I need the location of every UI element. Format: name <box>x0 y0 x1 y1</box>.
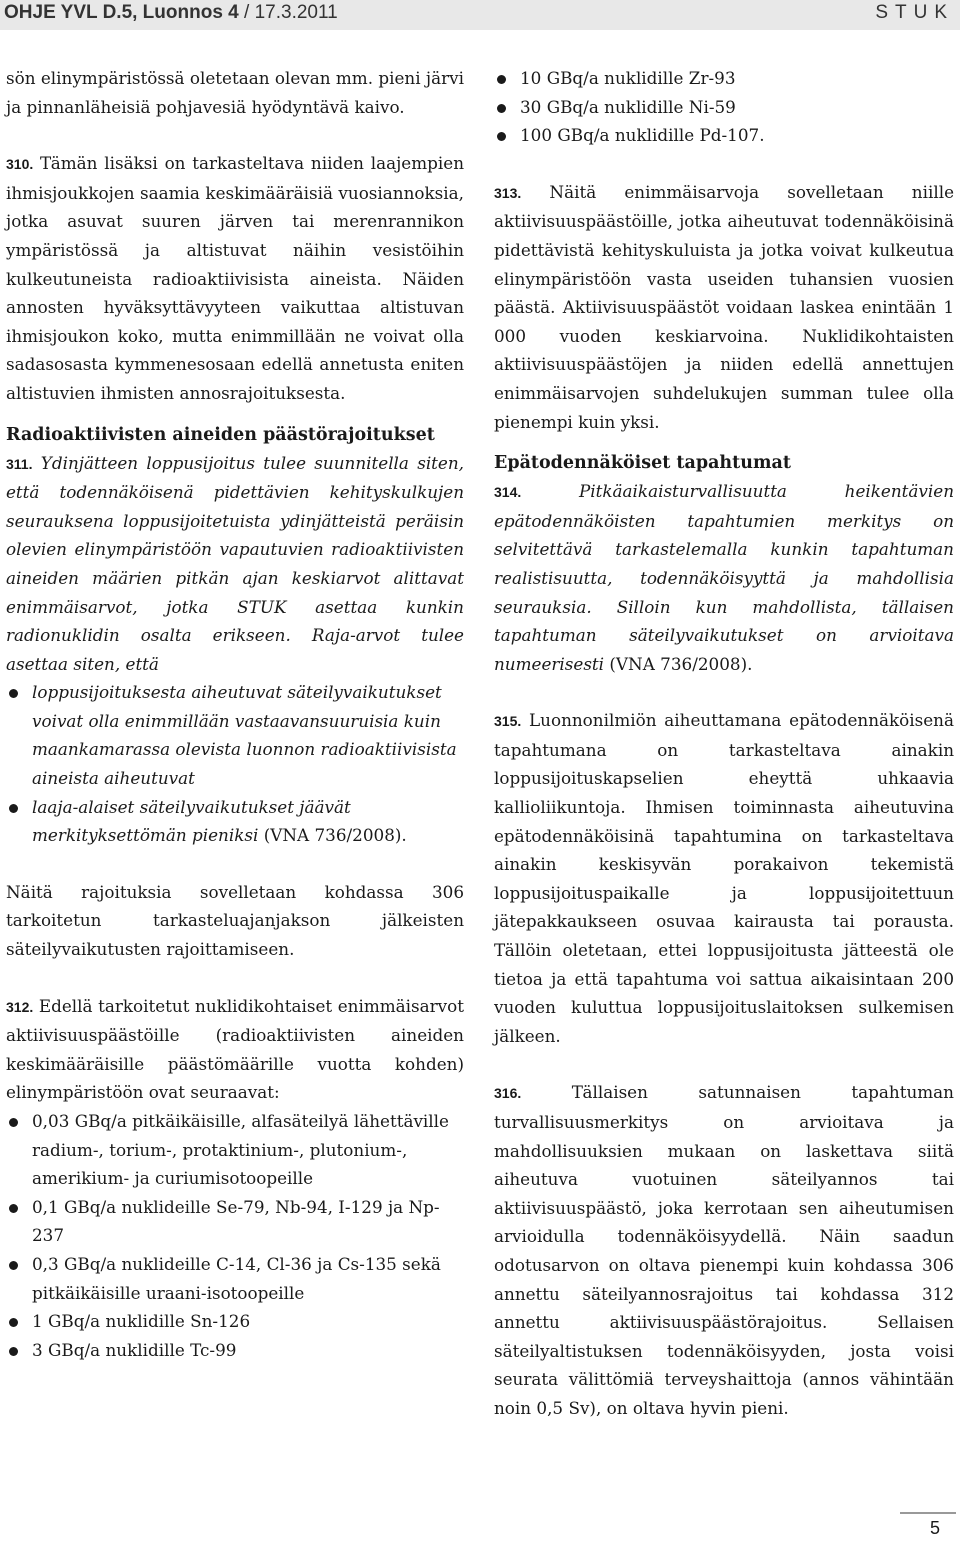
citation: (VNA 736/2008). <box>258 825 407 846</box>
paragraph-number: 313. <box>494 184 522 201</box>
bullet-list-311 <box>6 678 464 850</box>
page-number: 5 <box>930 1518 941 1538</box>
bullet-list-312-continued <box>494 64 954 150</box>
header-doc-id <box>4 2 338 24</box>
paragraph-number: 315. <box>494 713 522 730</box>
paragraph-text: Luonnonilmiön aiheuttamana epätodennäköisenä tapahtumana on tarkasteltava ainakin loppusijoituskapselien eheyttä uhkaavia kallioliikuntoja. Ihmisen toiminnasta aiheutuvina epätodennäköisinä tapahtumina on tarkasteltava ainakin keskisyvän porakaivon tekemistä loppusijoituspaikalle ja loppusijoitettuun jätepakkaukseen osuvaa kairausta tai porausta. Tällöin oletetaan, ettei loppusijoitusta jätteestä ole tietoa ja että tapahtuma voi sattua aikaisintaan 200 vuoden kuluttua loppusijoituslaitoksen sulkemisen jälkeen. <box>494 710 954 1046</box>
bullet-list-312 <box>6 1107 464 1364</box>
list-item: 100 GBq/a nuklidille Pd-107. <box>494 121 954 150</box>
page-header <box>0 0 960 30</box>
list-item: 30 GBq/a nuklidille Ni-59 <box>494 93 954 122</box>
list-item: 10 GBq/a nuklidille Zr-93 <box>494 64 954 93</box>
paragraph-text: Edellä tarkoitetut nuklidikohtaiset enimmäisarvot aktiivisuuspäästöille (radioaktiivisten aineiden keskimääräisille päästömäärille vuotta kohden) elinympäristöön ovat seuraavat: <box>6 995 464 1103</box>
left-column <box>6 64 464 1364</box>
list-item: 0,3 GBq/a nuklideille C-14, Cl-36 ja Cs-135 sekä pitkäikäisille uraani-isotoopeille <box>6 1250 464 1307</box>
header-date: / 17.3.2011 <box>238 2 338 23</box>
paragraph-311 <box>6 449 464 679</box>
list-item: laaja-alaiset säteilyvaikutukset jäävät merkityksettömän pieniksi (VNA 736/2008). <box>6 793 464 850</box>
paragraph-314 <box>494 477 954 678</box>
list-item: 0,1 GBq/a nuklideille Se-79, Nb-94, I-129 ja Np-237 <box>6 1193 464 1250</box>
paragraph-312 <box>6 992 464 1107</box>
paragraph-text: Näitä enimmäisarvoja sovelletaan niille aktiivisuuspäästöille, jotka aiheutuvat todennäköisinä pidettävistä kehityskuluista ja jotka voivat kulkeutua elinympäristöön vasta useiden tuhansien vuosien päästä. Aktiivisuuspäästöt voidaan laskea enintään 1 000 vuoden keskiarvoina. Nuklidikohtaisten aktiivisuuspäästöjen ja niiden edellä annettujen enimmäisarvojen suhdelukujen summan tulee olla pienempi kuin yksi. <box>494 181 954 432</box>
paragraph-number: 311. <box>6 455 33 472</box>
paragraph-313 <box>494 178 954 436</box>
paragraph-310 <box>6 149 464 407</box>
paragraph-number: 310. <box>6 156 34 173</box>
closing-paragraph: Näitä rajoituksia sovelletaan kohdassa 306 tarkoitetun tarkasteluajanjakson jälkeisten säteilyvaikutusten rajoittamiseen. <box>6 881 464 960</box>
paragraph-number: 312. <box>6 998 34 1015</box>
paragraph-number: 316. <box>494 1085 522 1102</box>
paragraph-text: Tämän lisäksi on tarkasteltava niiden laajempien ihmisjoukkojen saamia keskimääräisiä vuosiannoksia, jotka asuvat suuren järven tai merenrannikon ympäristössä ja altistuvat näihin vesistöihin kulkeutuneista radioaktiivisista aineista. Näiden annosten hyväksyttävyyteen vaikuttaa altistuvan ihmisjoukon koko, mutta enimmillään ne voivat olla sadasosasta kymmenesosaan edellä annetusta eniten altistuvien ihmisten annosrajoituksesta. <box>6 153 464 403</box>
list-item: 0,03 GBq/a pitkäikäisille, alfasäteilyä lähettäville radium-, torium-, protaktinium-, plutonium-, amerikium- ja curiumisotoopeille <box>6 1107 464 1193</box>
paragraph-text: Tällaisen satunnaisen tapahtuman turvallisuusmerkitys on arvioitava ja mahdollisuuksien mukaan on laskettava siitä aiheutuva vuotuinen säteilyannos tai aktiivisuuspäästö, joka kerrotaan sen aiheutumisen arvioidulla todennäköisyydellä. Näin saadun odotusarvon on oltava pienempi kuin kohdassa 306 annettu säteilyannosrajoitus tai kohdassa 312 annettu aktiivisuuspäästörajoitus. Sellaisen säteilyaltistuksen todennäköisyyden, josta voisi seurata välittömiä terveyshaittoja (annos vähintään noin 0,5 Sv), on oltava hyvin pieni. <box>494 1082 954 1418</box>
paragraph-316 <box>494 1078 954 1422</box>
paragraph-315 <box>494 706 954 1050</box>
header-org: STUK <box>875 2 954 23</box>
header-doc-title: OHJE YVL D.5, Luonnos 4 <box>4 2 239 23</box>
list-item: 3 GBq/a nuklidille Tc-99 <box>6 1336 464 1365</box>
paragraph-number: 314. <box>494 484 522 501</box>
list-item: 1 GBq/a nuklidille Sn-126 <box>6 1307 464 1336</box>
section-heading: Epätodennäköiset tapahtumat <box>494 453 791 474</box>
paragraph-text: Pitkäaikaisturvallisuutta heikentävien epätodennäköisten tapahtumien merkitys on selvitettävä tarkastelemalla kunkin tapahtuman realistisuutta, todennäköisyyttä ja mahdollisia seurauksia. Silloin kun mahdollista, tällaisen tapahtuman säteilyvaikutukset on arvioitava numeerisesti <box>494 481 954 674</box>
list-item: loppusijoituksesta aiheutuvat säteilyvaikutukset voivat olla enimmillään vastaavansuuruisia kuin maankamarassa olevista luonnon radioaktiivisista aineista aiheutuvat <box>6 678 464 792</box>
paragraph-text: Ydinjätteen loppusijoitus tulee suunnitella siten, että todennäköisenä pidettävien kehityskulkujen seurauksena loppusijoitetuista ydinjätteistä peräisin olevien elinympäristöön vapautuvien radioaktiivisten aineiden määrien pitkän ajan keskiarvot alittavat enimmäisarvot, jotka STUK asettaa kunkin radionuklidin osalta erikseen. Raja-arvot tulee asettaa siten, että <box>6 452 464 674</box>
section-heading: Radioaktiivisten aineiden päästörajoitukset <box>6 424 435 445</box>
citation: (VNA 736/2008). <box>604 653 753 674</box>
intro-paragraph: sön elinympäristössä oletetaan olevan mm. pieni järvi ja pinnanläheisiä pohjavesiä hyödyntävä kaivo. <box>6 68 465 117</box>
right-column <box>494 64 954 1423</box>
page-number-rule <box>900 1512 956 1514</box>
